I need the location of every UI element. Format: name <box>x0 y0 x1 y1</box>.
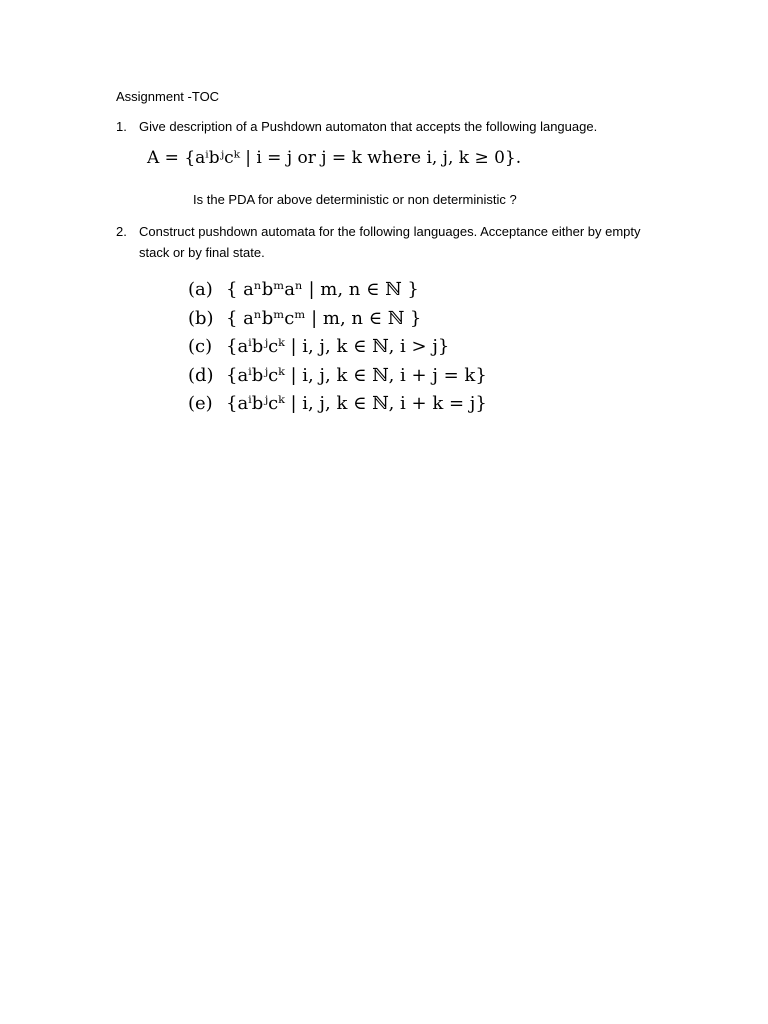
language-tag: (a) <box>188 279 213 300</box>
language-expression: {aⁱbʲcᵏ | i, j, k ∈ ℕ, i > j} <box>226 336 450 357</box>
language-tag: (d) <box>188 364 214 386</box>
language-tag: (e) <box>188 393 213 414</box>
language-a-formula: A = {aⁱbʲcᵏ | i = j or j = k where i, j, k ≥ 0}. <box>147 148 522 168</box>
question-1-followup: Is the PDA for above deterministic or non deterministic ? <box>193 192 517 207</box>
language-tag: (c) <box>188 336 213 357</box>
question-1 <box>116 119 676 134</box>
language-expression: { aⁿbᵐcᵐ | m, n ∈ ℕ } <box>226 307 422 329</box>
language-tag: (b) <box>188 307 214 329</box>
language-expression: {aⁱbʲcᵏ | i, j, k ∈ ℕ, i + k = j} <box>226 393 487 414</box>
language-item-e <box>188 390 487 419</box>
language-item-b <box>188 305 487 334</box>
question-1-text: Give description of a Pushdown automaton that accepts the following language. <box>139 119 598 134</box>
question-1-number: 1. <box>116 119 127 134</box>
language-expression: { aⁿbᵐaⁿ | m, n ∈ ℕ } <box>226 279 419 300</box>
language-item-d <box>188 362 487 391</box>
language-list <box>188 276 487 419</box>
question-2-number: 2. <box>116 224 127 239</box>
language-expression: {aⁱbʲcᵏ | i, j, k ∈ ℕ, i + j = k} <box>226 364 487 386</box>
question-2-text: Construct pushdown automata for the following languages. Acceptance either by empty stack or by final state. <box>139 224 641 260</box>
question-2 <box>116 221 661 263</box>
assignment-title: Assignment -TOC <box>116 89 220 104</box>
language-item-c <box>188 333 487 362</box>
language-item-a <box>188 276 487 305</box>
